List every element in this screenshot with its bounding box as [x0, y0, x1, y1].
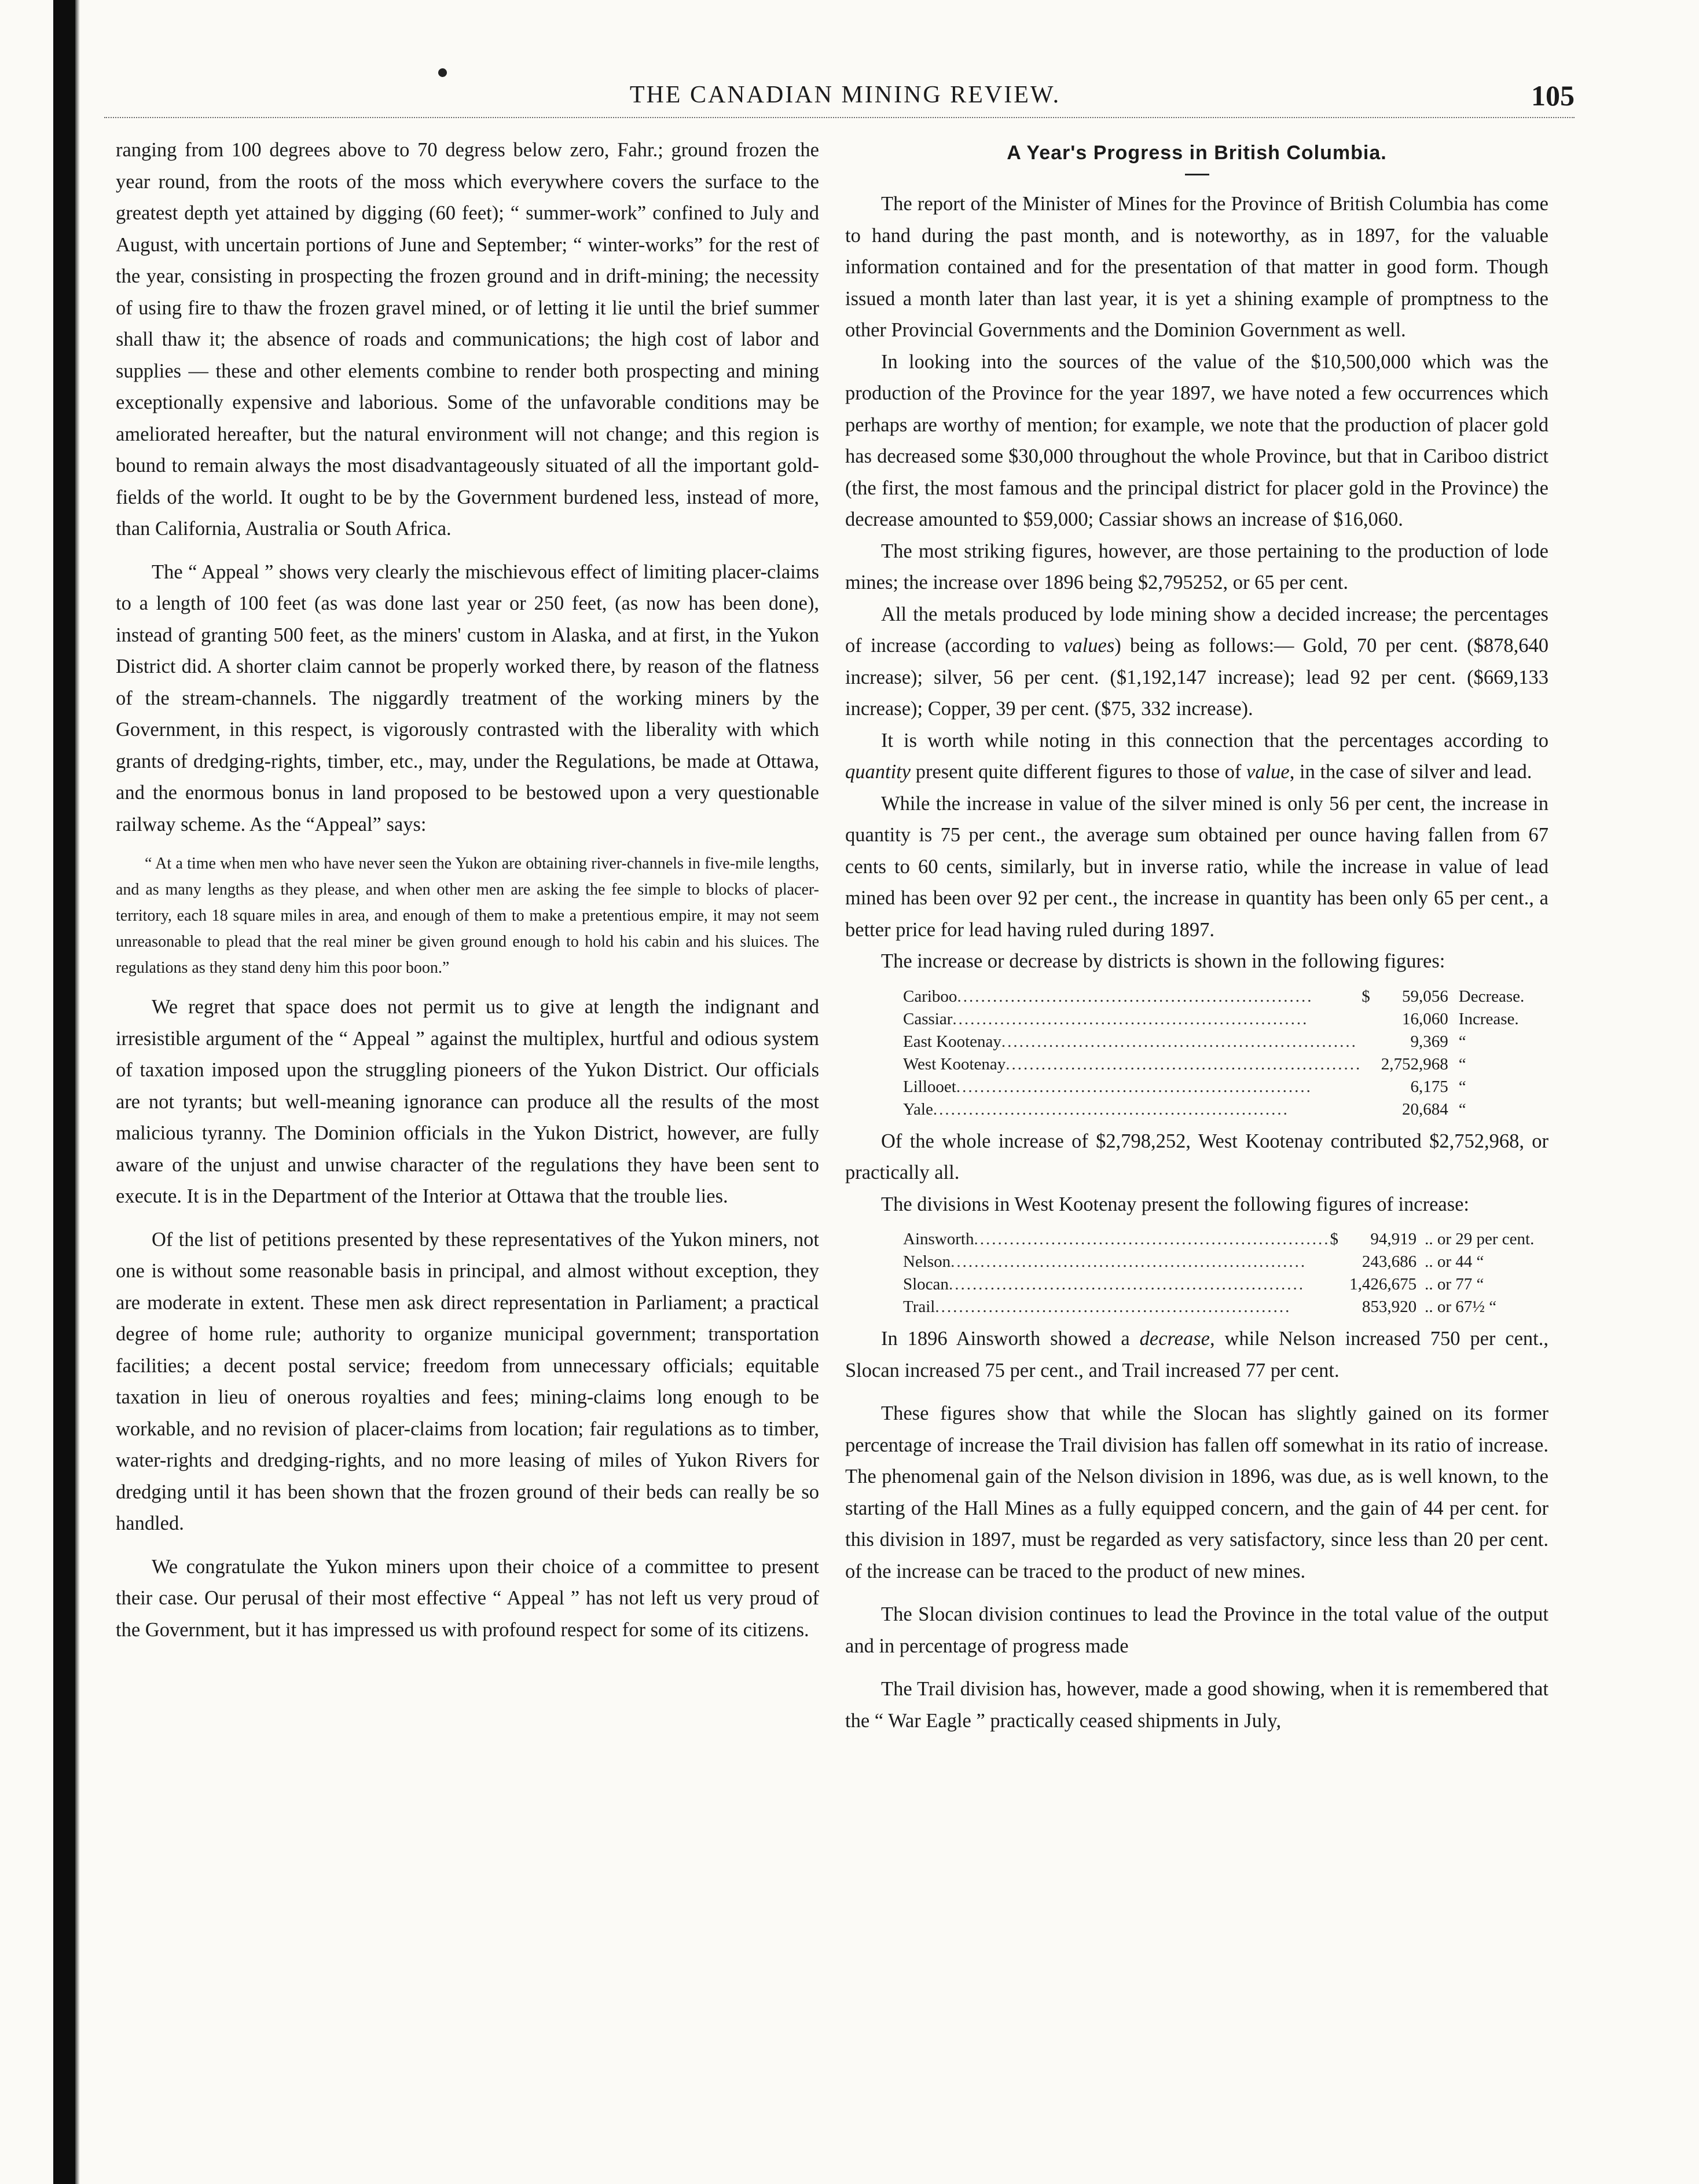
- row-value: 59,056: [1402, 987, 1448, 1006]
- row-dollar-sign: $: [1362, 987, 1370, 1006]
- division-row: [903, 1251, 1548, 1273]
- row-note: .. or 44 “: [1425, 1252, 1484, 1271]
- p10-text-b: , while Nelson increased 750 per cent., Slocan increased 75 per cent., and Trail increased 77 per cent.: [845, 1328, 1549, 1382]
- district-row: [903, 1053, 1548, 1076]
- p10-emphasis: decrease: [1139, 1328, 1210, 1350]
- right-paragraph-9: The divisions in West Kootenay present the following figures of increase:: [881, 1193, 1470, 1215]
- district-row: [903, 1098, 1548, 1121]
- row-value: 20,684: [1402, 1100, 1448, 1119]
- row-name: Cassiar: [903, 1009, 953, 1028]
- right-paragraph-11: These figures show that while the Slocan has slightly gained on its former percentage of increase the Trail division has fallen off somewhat in its ratio of increase. The phenomenal gain of the Nelson division in 1896, was due, as is well known, to the starting of the Hall Mines as a fully equipped concern, and the gain of 44 per cent. for this division in 1897, must be regarded as very satisfactory, since less than 20 per cent. of the increase can be traced to the product of new mines.: [845, 1402, 1548, 1582]
- p5-text-c: , in the case of silver and lead.: [1289, 761, 1532, 783]
- row-value: 243,686: [1362, 1252, 1417, 1271]
- row-name: Nelson: [903, 1252, 951, 1271]
- title-divider: [1185, 174, 1209, 175]
- row-value: 853,920: [1362, 1298, 1417, 1316]
- row-note: Increase.: [1458, 1009, 1519, 1028]
- p5-text-a: It is worth while noting in this connection that the percentages according to: [881, 729, 1548, 752]
- right-paragraph-12: The Slocan division continues to lead the Province in the total value of the output and in percentage of progress made: [845, 1603, 1548, 1657]
- row-name: West Kootenay: [903, 1054, 1006, 1073]
- left-paragraph-2: The “ Appeal ” shows very clearly the mischievous effect of limiting placer-claims to a length of 100 feet (as was done last year or 250 feet, (as now has been done), instead of granting 500 feet, as the miners' custom in Alaska, and at first, in the Yukon District did. A shorter claim cannot be properly worked there, by reason of the flatness of the stream-channels. The niggardly treatment of the working miners by the Government, in this respect, is vigorously contrasted with the liberality with which grants of dredging-rights, timber, etc., may, under the Regulations, be made at Ottawa, and the enormous bonus in land proposed to be bestowed upon a very questionable railway scheme. As the “Appeal” says:: [116, 560, 819, 836]
- dot-leader: ............................................................: [974, 1230, 1330, 1248]
- dot-leader: ............................................................: [957, 987, 1313, 1006]
- row-value: 9,369: [1410, 1032, 1448, 1051]
- row-value: 6,175: [1410, 1077, 1448, 1096]
- p4-emphasis: values: [1063, 635, 1115, 657]
- left-paragraph-5: We congratulate the Yukon miners upon their choice of a committee to present their case. Our perusal of their most effective “ Appeal ” has not left us very proud of the Government, but it has impressed us with profound respect for some of its citizens.: [116, 1555, 819, 1641]
- header-rule: [104, 117, 1575, 118]
- districts-table: [903, 985, 1548, 1121]
- dot-leader: ............................................................: [956, 1077, 1312, 1096]
- row-value: 94,919: [1370, 1230, 1417, 1248]
- division-row: [903, 1296, 1548, 1318]
- divisions-table: [903, 1228, 1548, 1318]
- row-name: Ainsworth: [903, 1230, 974, 1248]
- row-name: Lillooet: [903, 1077, 956, 1096]
- right-paragraph-10: [845, 1323, 1548, 1386]
- row-note: “: [1458, 1100, 1466, 1119]
- right-paragraph-5: [845, 725, 1548, 788]
- row-value: 2,752,968: [1381, 1054, 1448, 1073]
- page-header: [116, 71, 1575, 117]
- p4-text-a: All the metals produced by lode mining show a decided increase; the percentages of increase (according to: [845, 603, 1548, 657]
- row-note: .. or 29 per cent.: [1425, 1230, 1535, 1248]
- right-paragraph-2: In looking into the sources of the value of the $10,500,000 which was the production of the Province for the year 1897, we have noted a few occurrences which perhaps are worthy of mention; for example, we note that the production of placer gold has decreased some $30,000 throughout the whole Province, but that in Cariboo district (the first, the most famous and the principal district for placer gold in the Province) the decrease amounted to $59,000; Cassiar shows an increase of $16,060.: [845, 350, 1548, 530]
- dot-leader: ............................................................: [948, 1275, 1305, 1293]
- row-note: Decrease.: [1458, 987, 1525, 1006]
- division-row: [903, 1273, 1548, 1296]
- dot-leader: ............................................................: [1006, 1054, 1362, 1073]
- row-name: Trail: [903, 1298, 935, 1316]
- dot-leader: ............................................................: [935, 1298, 1291, 1316]
- row-name: East Kootenay: [903, 1032, 1001, 1051]
- right-column: [845, 134, 1548, 1736]
- row-note: “: [1458, 1054, 1466, 1073]
- p5-text-b: present quite different figures to those of: [911, 761, 1247, 783]
- row-name: Cariboo: [903, 987, 957, 1006]
- row-note: .. or 67½ “: [1425, 1298, 1497, 1316]
- row-note: .. or 77 “: [1425, 1275, 1484, 1293]
- district-row: [903, 985, 1548, 1008]
- p5-emphasis-quantity: quantity: [845, 761, 911, 783]
- row-value: 1,426,675: [1349, 1275, 1417, 1293]
- row-dollar-sign: $: [1330, 1230, 1338, 1248]
- dot-leader: ............................................................: [1001, 1032, 1357, 1051]
- p4-text-b: ) being as follows:— Gold, 70 per cent. ($878,640 increase); silver, 56 per cent. ($1,192,147 increase); lead 92 per cent. ($669,133 increase); Copper, 39 per cent. ($75, 332 increase).: [845, 635, 1548, 720]
- dot-leader: ............................................................: [933, 1100, 1289, 1119]
- row-note: “: [1458, 1032, 1466, 1051]
- dot-leader: ............................................................: [952, 1009, 1309, 1028]
- binding-strip: [53, 0, 75, 2184]
- left-paragraph-3: We regret that space does not permit us to give at length the indignant and irresistible argument of the “ Appeal ” against the multiplex, hurtful and odious system of taxation imposed upon the struggling pioneers of the Yukon District. Our officials are not tyrants; but well-meaning ignorance can produce all the results of the most malicious tyranny. The Dominion officials in the Yukon District, however, are fully aware of the unjust and unwise character of the regulations they have been sent to execute. It is in the Department of the Interior at Ottawa that the trouble lies.: [116, 996, 819, 1207]
- row-value: 16,060: [1402, 1009, 1448, 1028]
- row-name: Yale: [903, 1100, 933, 1119]
- row-name: Slocan: [903, 1275, 949, 1293]
- right-paragraph-6: While the increase in value of the silver mined is only 56 per cent, the increase in quantity is 75 per cent., the average sum obtained per ounce having fallen from 67 cents to 60 cents, similarly, but in inverse ratio, while the increase in value of lead mined has been over 92 per cent., the increase in quantity has been only 65 per cent., a better price for lead having ruled during 1897.: [845, 792, 1548, 941]
- district-row: [903, 1008, 1548, 1031]
- right-paragraph-3: The most striking figures, however, are those pertaining to the production of lode mines; the increase over 1896 being $2,795252, or 65 per cent.: [845, 540, 1548, 593]
- p5-emphasis-value: value: [1246, 761, 1290, 783]
- district-row: [903, 1031, 1548, 1053]
- page-number: 105: [1531, 79, 1575, 112]
- article-title: A Year's Progress in British Columbia.: [1007, 142, 1387, 164]
- district-row: [903, 1076, 1548, 1098]
- left-paragraph-1: ranging from 100 degrees above to 70 degress below zero, Fahr.; ground frozen the year round, from the roots of the moss which everywhere covers the surface to the greatest depth yet attained by digging (60 feet); “ summer-work” confined to July and August, with uncertain portions of June and September; “ winter-works” for the rest of the year, consisting in prospecting the frozen ground and in drift-mining; the necessity of using fire to thaw the frozen gravel mined, or of letting it lie until the brief summer shall thaw it; the absence of roads and communications; the high cost of labor and supplies — these and other elements combine to render both prospecting and mining exceptionally expensive and laborious. Some of the unfavorable conditions may be ameliorated hereafter, but the natural environment will not change; and this region is bound to remain always the most disadvantageously situated of all the important gold-fields of the world. It ought to be by the Government burdened less, instead of more, than California, Australia or South Africa.: [116, 139, 819, 540]
- right-paragraph-8: Of the whole increase of $2,798,252, West Kootenay contributed $2,752,968, or practically all.: [845, 1130, 1548, 1183]
- appeal-quote: “ At a time when men who have never seen the Yukon are obtaining river-channels in five-mile lengths, and as many lengths as they please, and when other men are asking the fee simple to blocks of placer-territory, each 18 square miles in area, and enough of them to make a pretentious empire, it may not seem unreasonable to plead that the real miner be given ground enough to hold his cabin and his sluices. The regulations as they stand deny him this poor boon.”: [116, 855, 819, 977]
- right-paragraph-13: The Trail division has, however, made a good showing, when it is remembered that the “ War Eagle ” practically ceased shipments in July,: [845, 1678, 1548, 1732]
- division-row: [903, 1228, 1548, 1251]
- row-note: “: [1458, 1077, 1466, 1096]
- left-column: [116, 134, 819, 1646]
- dot-leader: ............................................................: [951, 1252, 1307, 1271]
- right-paragraph-4: [845, 599, 1548, 725]
- right-paragraph-1: The report of the Minister of Mines for the Province of British Columbia has come to hand during the past month, and is noteworthy, as in 1897, for the valuable information contained and for the presentation of that matter in good form. Though issued a month later than last year, it is yet a shining example of promptness to the other Provincial Governments and the Dominion Government as well.: [845, 193, 1548, 341]
- right-paragraph-7: The increase or decrease by districts is shown in the following figures:: [881, 950, 1445, 972]
- left-paragraph-4: Of the list of petitions presented by these representatives of the Yukon miners, not one is without some reasonable basis in principal, and almost without exception, they are moderate in extent. These men ask direct representation in Parliament; a practical degree of home rule; authority to organize municipal government; transportation facilities; a decent postal service; freedom from unnecessary officials; equitable taxation in lieu of onerous royalties and fees; mining-claims long enough to be workable, and no revision of placer-claims from location; fair regulations as to timber, water-rights and dredging-rights, and no more leasing of miles of Yukon Rivers for dredging until it has been shown that the frozen ground of their beds can really be so handled.: [116, 1228, 819, 1534]
- binding-edge: [75, 0, 80, 2184]
- p10-text-a: In 1896 Ainsworth showed a: [881, 1328, 1140, 1350]
- journal-title: THE CANADIAN MINING REVIEW.: [629, 82, 1061, 108]
